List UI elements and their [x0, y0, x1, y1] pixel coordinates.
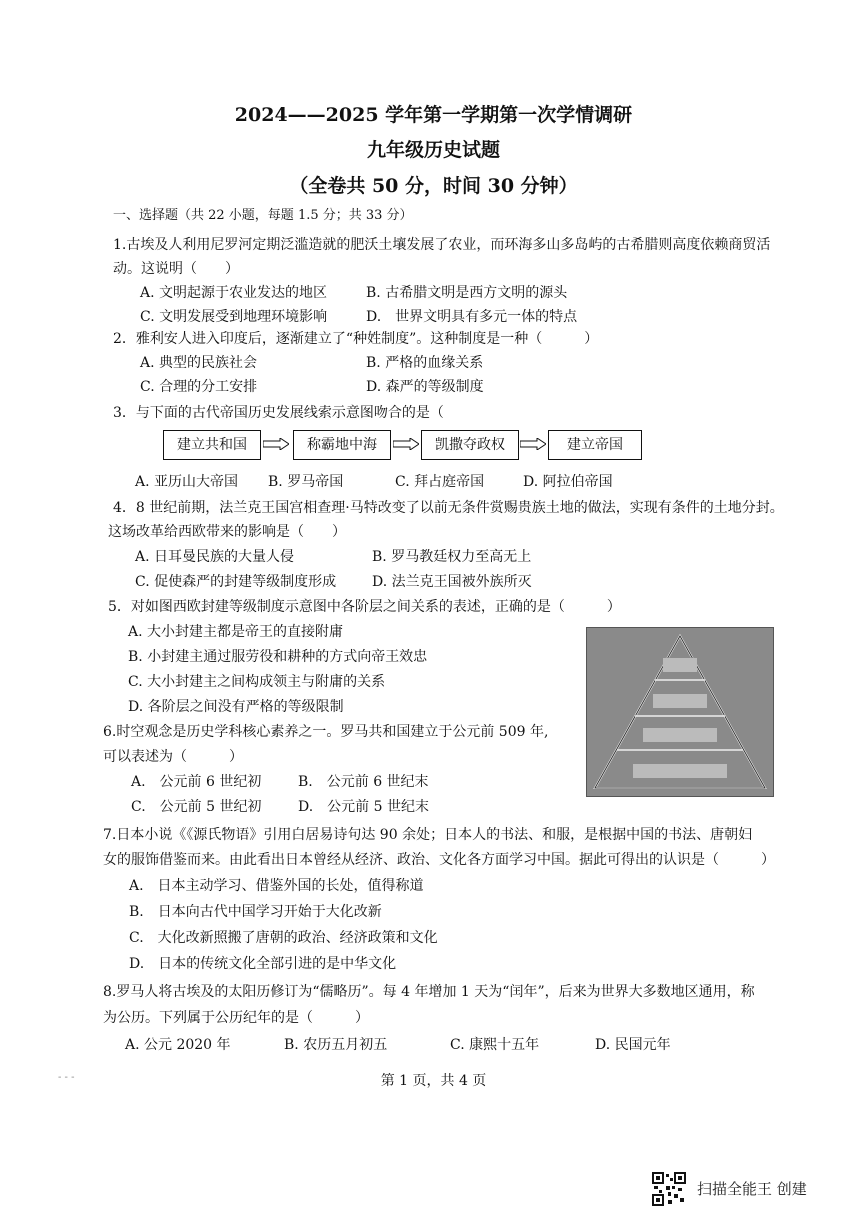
q1-option-c: C. 文明发展受到地理环境影响: [140, 309, 328, 325]
q4-option-d: D. 法兰克王国被外族所灭: [372, 574, 532, 590]
exam-info: （全卷共 50 分，时间 30 分钟）: [289, 175, 578, 197]
q6-option-a: A. 公元前 6 世纪初: [131, 774, 262, 790]
q6-option-c: C. 公元前 5 世纪初: [131, 799, 262, 815]
q1-option-d: D. 世界文明具有多元一体的特点: [366, 309, 578, 325]
q8-option-a: A. 公元 2020 年: [125, 1037, 231, 1053]
q8-stem-line1: 8.罗马人将古埃及的太阳历修订为“儒略历”。每 4 年增加 1 天为“闰年”，后来为世界大多数地区通用，称: [103, 984, 755, 1000]
q4-stem-line1: 4．8 世纪前期，法兰克王国宫相查理·马特改变了以前无条件赏赐贵族土地的做法，实现有条件的土地分封。: [113, 500, 784, 516]
q1-stem-line2: 动。这说明（ ）: [113, 261, 239, 277]
q5-option-d: D. 各阶层之间没有严格的等级限制: [128, 699, 344, 715]
q4-option-c: C. 促使森严的封建等级制度形成: [135, 574, 337, 590]
q2-option-a: A. 典型的民族社会: [140, 355, 258, 371]
arrow-right-icon: [393, 438, 419, 450]
q7-option-b: B. 日本向古代中国学习开始于大化改新: [129, 904, 382, 920]
flow-box-3: 凯撒夺政权: [421, 430, 519, 460]
q7-stem-line1: 7.日本小说《《源氏物语》引用白居易诗句达 90 余处；日本人的书法、和服，是根据中国的书法、唐朝妇: [103, 827, 753, 843]
q3-stem: 3．与下面的古代帝国历史发展线索示意图吻合的是（: [113, 405, 444, 421]
q5-option-b: B. 小封建主通过服劳役和耕种的方式向帝王效忠: [128, 649, 428, 665]
exam-title: 2024——2025 学年第一学期第一次学情调研: [234, 104, 633, 126]
q7-option-c: C. 大化改新照搬了唐朝的政治、经济政策和文化: [129, 930, 438, 946]
q5-stem: 5．对如图西欧封建等级制度示意图中各阶层之间关系的表述，正确的是（ ）: [108, 599, 621, 615]
q4-option-a: A. 日耳曼民族的大量人侵: [135, 549, 295, 565]
q2-option-d: D. 森严的等级制度: [366, 379, 484, 395]
q6-stem-line2: 可以表述为（ ）: [103, 749, 243, 765]
q3-option-a: A. 亚历山大帝国: [135, 474, 239, 490]
q2-option-b: B. 严格的血缘关系: [366, 355, 484, 371]
margin-dash: - - -: [58, 1072, 75, 1083]
q6-option-b: B. 公元前 6 世纪末: [298, 774, 429, 790]
q8-option-b: B. 农历五月初五: [284, 1037, 388, 1053]
q5-option-a: A. 大小封建主都是帝王的直接附庸: [128, 624, 344, 640]
q5-option-c: C. 大小封建主之间构成领主与附庸的关系: [128, 674, 386, 690]
q3-timeline-diagram: [163, 430, 641, 460]
feudal-hierarchy-pyramid-image: [586, 627, 774, 797]
exam-subtitle: 九年级历史试题: [366, 139, 500, 161]
arrow-right-icon: [263, 438, 289, 450]
q3-option-b: B. 罗马帝国: [268, 474, 344, 490]
q6-option-d: D. 公元前 5 世纪末: [298, 799, 429, 815]
q3-option-c: C. 拜占庭帝国: [395, 474, 485, 490]
q4-stem-line2: 这场改革给西欧带来的影响是（ ）: [108, 524, 346, 540]
section-heading: 一、选择题（共 22 小题，每题 1.5 分；共 33 分）: [113, 208, 413, 223]
flow-box-2: 称霸地中海: [293, 430, 391, 460]
flow-box-4: 建立帝国: [548, 430, 642, 460]
q8-stem-line2: 为公历。下列属于公历纪年的是（ ）: [103, 1010, 369, 1026]
q7-option-a: A. 日本主动学习、借鉴外国的长处，值得称道: [129, 878, 424, 894]
scanner-watermark: 扫描全能王 创建: [697, 1180, 807, 1198]
q3-option-d: D. 阿拉伯帝国: [523, 474, 613, 490]
q7-option-d: D. 日本的传统文化全部引进的是中华文化: [129, 956, 397, 972]
q4-option-b: B. 罗马教廷权力至高无上: [372, 549, 532, 565]
q7-stem-line2: 女的服饰借鉴而来。由此看出日本曾经从经济、政治、文化各方面学习中国。据此可得出的认识是（ ）: [103, 852, 775, 868]
q2-option-c: C. 合理的分工安排: [140, 379, 258, 395]
q1-stem-line1: 1.古埃及人利用尼罗河定期泛滥造就的肥沃土壤发展了农业，而环海多山多岛屿的古希腊则高度依赖商贸活: [113, 237, 771, 253]
flow-box-1: 建立共和国: [163, 430, 261, 460]
q6-stem-line1: 6.时空观念是历史学科核心素养之一。罗马共和国建立于公元前 509 年,: [103, 724, 549, 740]
page-number: 第 1 页，共 4 页: [380, 1073, 487, 1089]
q1-option-b: B. 古希腊文明是西方文明的源头: [366, 285, 568, 301]
q8-option-d: D. 民国元年: [595, 1037, 671, 1053]
q1-option-a: A. 文明起源于农业发达的地区: [140, 285, 328, 301]
qr-code-icon: [652, 1172, 686, 1206]
q8-option-c: C. 康熙十五年: [450, 1037, 540, 1053]
arrow-right-icon: [520, 438, 546, 450]
q2-stem: 2．雅利安人进入印度后，逐渐建立了“种姓制度”。这种制度是一种（ ）: [113, 331, 599, 347]
